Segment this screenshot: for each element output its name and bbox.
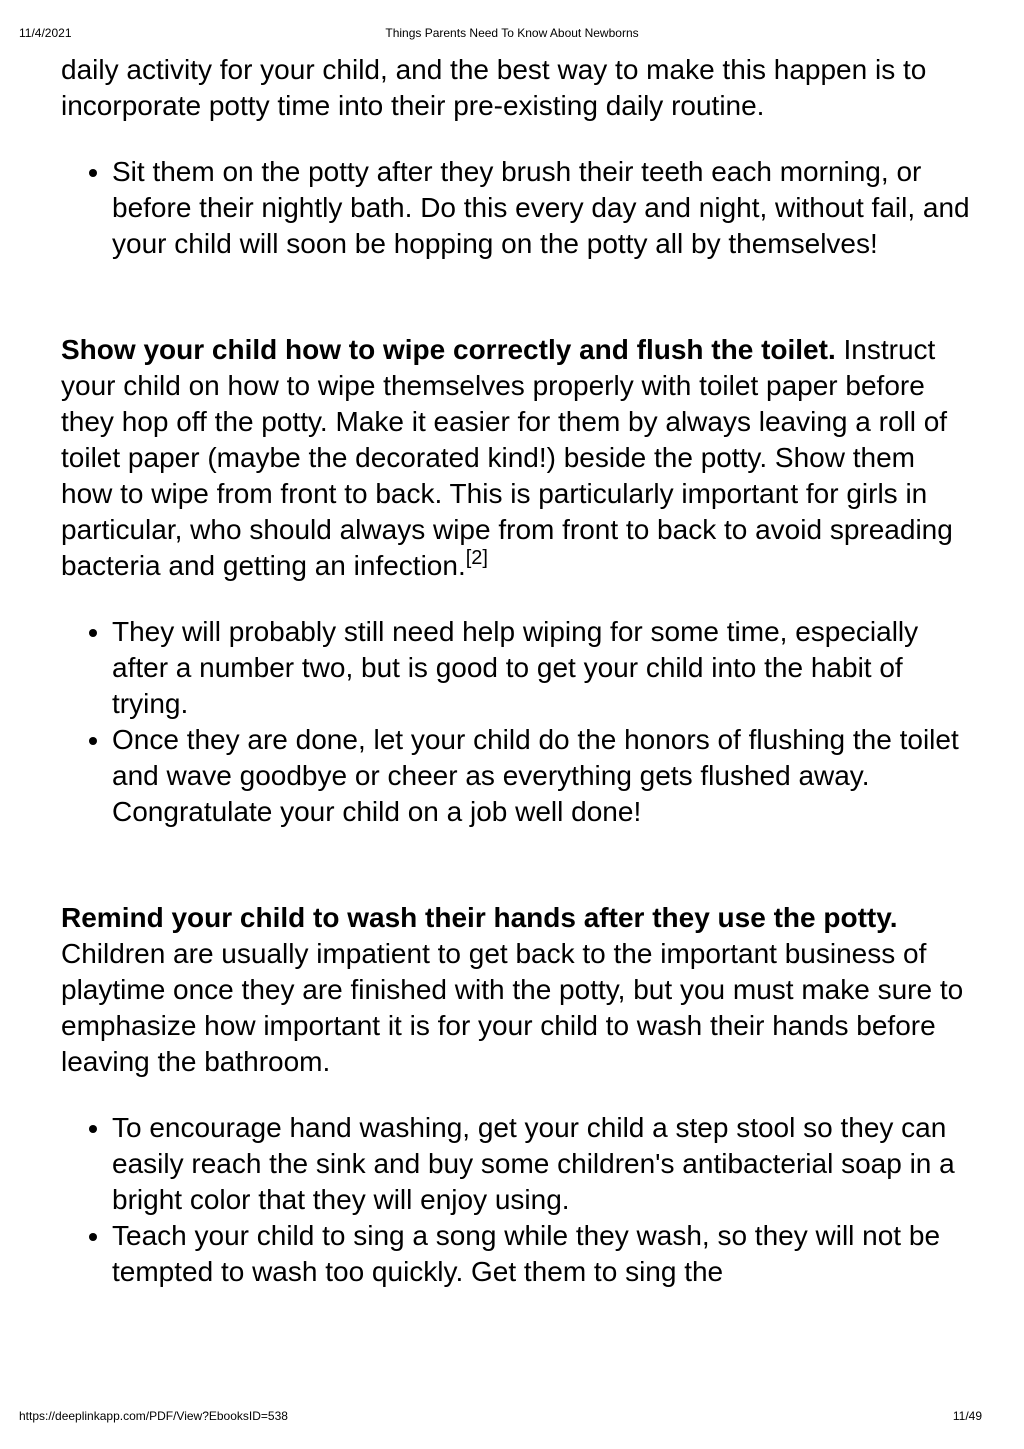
article-content bbox=[61, 52, 971, 1290]
list-item: • Sit them on the potty after they brush their teeth each morning, or before their nightly bath. Do this every day and night, without fail, and your child will soon be hopping on the potty all by themselves! bbox=[112, 154, 971, 262]
list-item: • To encourage hand washing, get your child a step stool so they can easily reach the sink and buy some children's antibacterial soap in a bright color that they will enjoy using. bbox=[112, 1110, 971, 1218]
routine-list bbox=[61, 154, 971, 262]
print-title: Things Parents Need To Know About Newborns bbox=[385, 26, 639, 40]
section-handwash bbox=[61, 900, 971, 1080]
handwash-list bbox=[61, 1110, 971, 1290]
section-heading: Show your child how to wipe correctly and flush the toilet. bbox=[61, 334, 836, 365]
wipe-list bbox=[61, 614, 971, 830]
section-body: Children are usually impatient to get back to the important business of playtime once they are finished with the potty, but you must make sure to emphasize how important it is for your child to wash their hands before leaving the bathroom. bbox=[61, 938, 964, 1077]
print-date: 11/4/2021 bbox=[19, 26, 72, 40]
intro-paragraph: daily activity for your child, and the best way to make this happen is to incorporate potty time into their pre-existing daily routine. bbox=[61, 54, 927, 121]
section-wipe bbox=[61, 332, 971, 584]
section-heading: Remind your child to wash their hands after they use the potty. bbox=[61, 902, 898, 933]
page-number: 11/49 bbox=[952, 1409, 982, 1423]
list-item: • Once they are done, let your child do the honors of flushing the toilet and wave goodbye or cheer as everything gets flushed away. Congratulate your child on a job well done! bbox=[112, 722, 971, 830]
reference-link[interactable]: [2] bbox=[465, 547, 488, 569]
section-body: Instruct your child on how to wipe themselves properly with toilet paper before they hop off the potty. Make it easier for them by always leaving a roll of toilet paper (maybe the decorated kind!) beside the potty. Show them how to wipe from front to back. This is particularly important for girls in particular, who should always wipe from front to back to avoid spreading bacteria and getting an infection. bbox=[61, 334, 953, 581]
list-item: • They will probably still need help wiping for some time, especially after a number two, but is good to get your child into the habit of trying. bbox=[112, 614, 971, 722]
source-url: https://deeplinkapp.com/PDF/View?EbooksID=538 bbox=[19, 1409, 288, 1423]
list-item: • Teach your child to sing a song while they wash, so they will not be tempted to wash too quickly. Get them to sing the bbox=[112, 1218, 971, 1290]
